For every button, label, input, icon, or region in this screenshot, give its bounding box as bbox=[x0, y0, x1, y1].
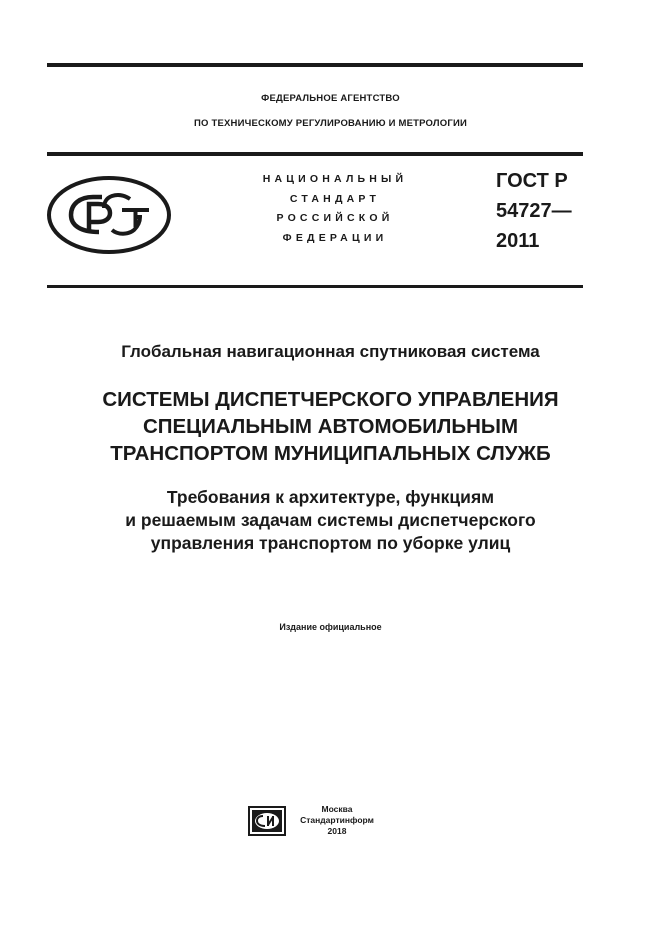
standard-lines bbox=[240, 170, 430, 248]
block-rule bbox=[47, 285, 583, 288]
standard-line: НАЦИОНАЛЬНЫЙ bbox=[262, 173, 408, 185]
top-rule bbox=[47, 63, 583, 67]
publisher-info bbox=[292, 804, 382, 837]
standard-line: ФЕДЕРАЦИИ bbox=[282, 231, 388, 244]
requirements-line: Требования к архитектуре, функциям bbox=[166, 487, 495, 507]
agency-line-2: ПО ТЕХНИЧЕСКОМУ РЕГУЛИРОВАНИЮ И МЕТРОЛОГИИ bbox=[194, 118, 467, 129]
publisher-name: Стандартинформ bbox=[300, 815, 374, 825]
publisher-year: 2018 bbox=[327, 826, 347, 836]
gost-designation bbox=[496, 166, 572, 256]
document-subtitle: Глобальная навигационная спутниковая система bbox=[121, 342, 540, 361]
publisher-city: Москва bbox=[321, 804, 353, 814]
edition-note: Издание официальное bbox=[279, 622, 382, 632]
requirements-line: и решаемым задачам системы диспетчерского bbox=[125, 510, 536, 530]
requirements-line: управления транспортом по уборке улиц bbox=[150, 533, 511, 553]
gost-line: ГОСТ Р bbox=[496, 170, 568, 192]
title-line: ТРАНСПОРТОМ МУНИЦИПАЛЬНЫХ СЛУЖБ bbox=[110, 442, 551, 465]
gost-line: 54727— bbox=[496, 200, 572, 222]
requirements-subtitle bbox=[0, 486, 661, 555]
standard-line: СТАНДАРТ bbox=[289, 192, 381, 205]
rst-mark-icon bbox=[46, 175, 172, 255]
standard-line: РОССИЙСКОЙ bbox=[276, 212, 394, 224]
gost-line: 2011 bbox=[496, 230, 540, 252]
header-rule bbox=[47, 152, 583, 156]
agency-line-1: ФЕДЕРАЛЬНОЕ АГЕНТСТВО bbox=[261, 93, 400, 104]
document-title bbox=[0, 386, 661, 467]
standartinform-logo-icon bbox=[248, 806, 286, 836]
title-line: СПЕЦИАЛЬНЫМ АВТОМОБИЛЬНЫМ bbox=[142, 415, 519, 438]
title-line: СИСТЕМЫ ДИСПЕТЧЕРСКОГО УПРАВЛЕНИЯ bbox=[102, 388, 559, 411]
